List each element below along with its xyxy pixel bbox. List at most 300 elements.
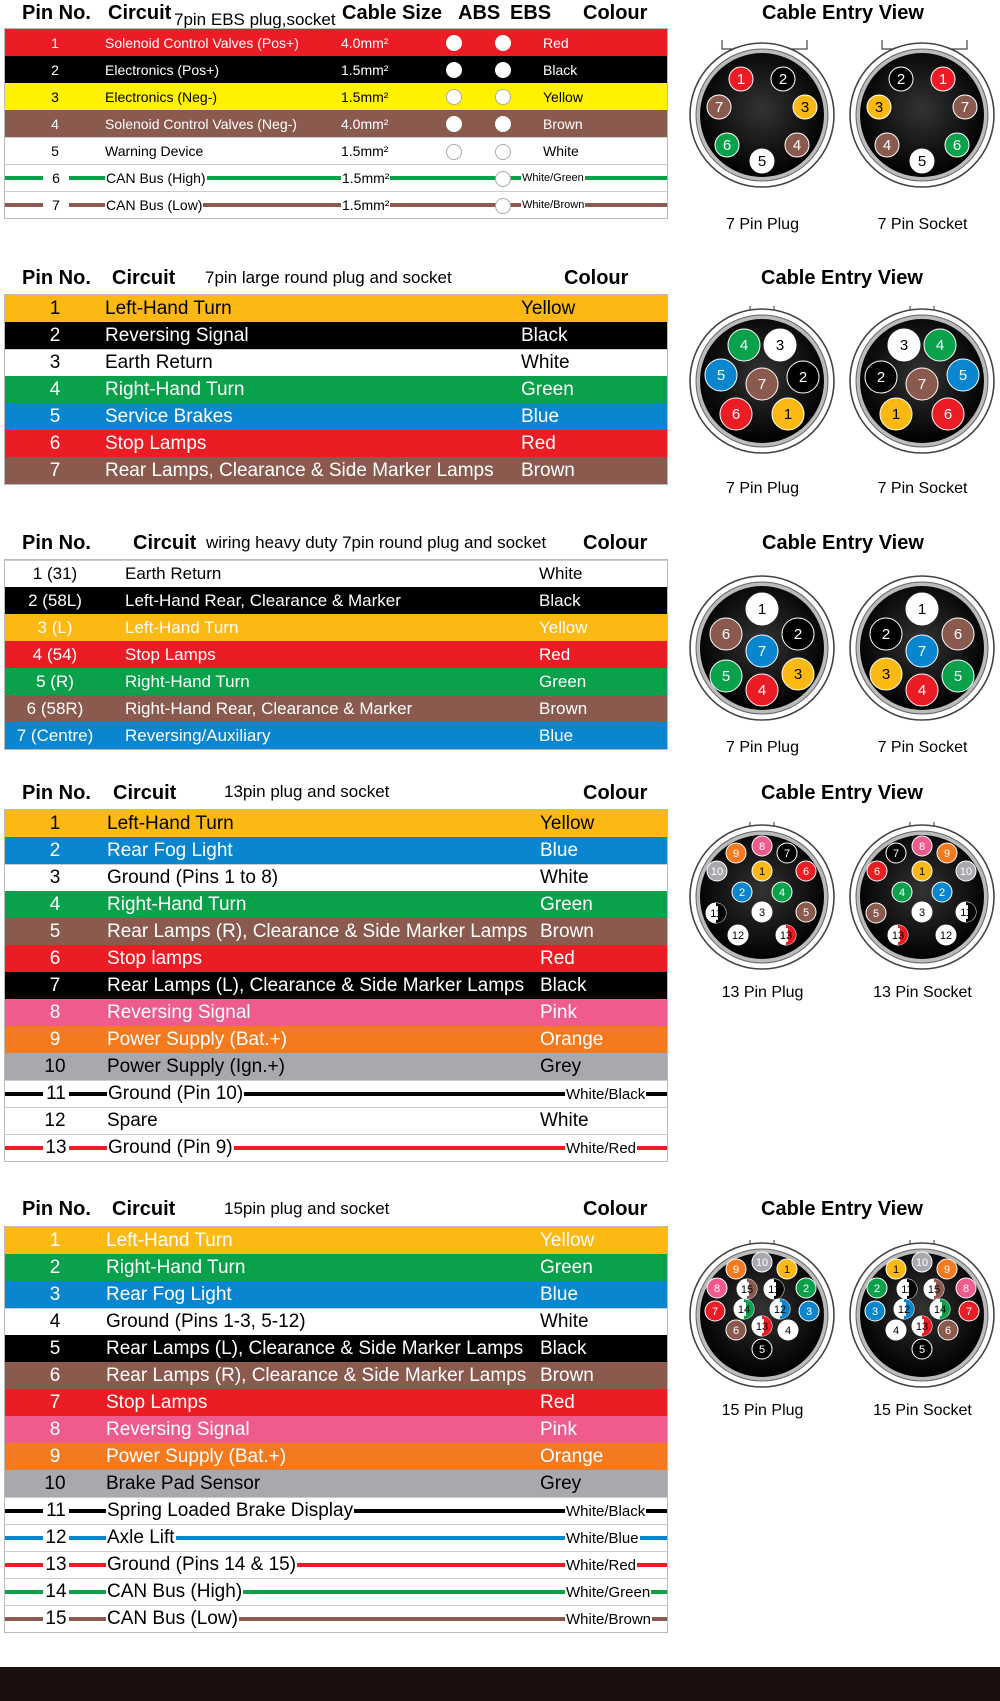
pin-number: 11 [43,1083,69,1105]
pin-label: 3 [871,1306,879,1318]
pin-label: 1 [938,71,948,88]
pin-label: 1 [783,1264,791,1276]
pin-label: 2 [896,71,906,88]
pin-label: 12 [897,1304,911,1316]
pin-label: 5 [958,367,968,384]
colour-header: Colour [564,267,629,289]
pin-label: 6 [952,137,962,154]
abs-indicator [446,35,462,51]
circuit-name: Ground (Pin 10) [108,1083,244,1104]
pin-label: 4 [792,137,802,154]
pin-1 [752,861,772,881]
cable-size: 1.5mm² [341,143,389,159]
pin-6 [942,618,974,650]
pin-row [5,137,667,164]
colour-header: Colour [583,2,648,24]
pin-7 [953,95,977,119]
pin-5 [796,902,816,922]
pin-number: 5 [51,143,59,159]
colour-name: Green [521,378,574,400]
pin-label: 6 [731,406,741,423]
pin-3 [865,1301,885,1321]
pin-row [5,322,667,349]
pin-1 [777,1259,797,1279]
pin-label: 8 [918,841,926,853]
circuit-name: Stop lamps [107,947,203,969]
pin-number: 1 [49,812,61,834]
pin-row [5,1080,667,1107]
pin-label: 1 [891,406,901,423]
heavy-duty-7pin-section [0,529,1000,769]
cable-size: 1.5mm² [341,61,389,78]
15pin-table [4,1226,668,1633]
circuit-name: Power Supply (Ign.+) [107,1055,285,1077]
circuit-name: Stop Lamps [105,432,207,454]
pin-5 [750,149,774,173]
ebs-pin-table [4,28,668,219]
abs-header: ABS [458,2,501,24]
colour-header: Colour [583,782,648,804]
pin-label: 10 [710,866,724,878]
plug-label: 13 Pin Plug [721,984,804,1001]
pin-3 [888,329,920,361]
pin-label: 6 [943,406,953,423]
pin-label: 2 [873,1283,881,1295]
colour-name: Yellow [540,1229,595,1251]
circuit-name: Solenoid Control Valves (Neg-) [105,115,297,132]
pin-number: 8 [49,1001,61,1023]
colour-name: Red [540,947,575,969]
colour-name: Black [539,590,581,610]
pin-7 [906,635,938,667]
pin-row [5,1416,667,1443]
pin-3 [752,902,772,922]
colour-name: Grey [540,1055,582,1077]
pin-row [5,1308,667,1335]
cable-entry-view-title: Cable Entry View [761,267,923,289]
pin-5 [705,359,737,391]
pin-number: 1 [49,1229,61,1251]
pin-label: 5 [953,668,963,685]
pin-10 [956,861,976,881]
pin-label: 2 [778,71,788,88]
pin-3 [912,902,932,922]
circuit-name: Right-Hand Rear, Clearance & Marker [125,698,413,718]
pin-row [5,110,667,137]
pin-row [5,349,667,376]
pin-13 [776,925,796,945]
pin-row [5,83,667,110]
large-round-connector-views [685,306,1000,506]
pin-label: 9 [732,1264,740,1276]
pin-1 [746,593,778,625]
pin-row [5,164,667,191]
colour-name: Blue [521,405,560,427]
pin-label: 9 [732,848,740,860]
pin-number: 3 [49,1283,61,1305]
plug-connector-diagram [685,573,840,733]
pin-number: 11 [43,1500,69,1522]
pin-1 [906,593,938,625]
colour-name: White [540,1110,589,1131]
pin-label: 5 [918,1344,926,1356]
pin-number: 2 [49,839,61,861]
pin-row [5,945,667,972]
circuit-name: Right-Hand Turn [106,1256,246,1278]
pin-number: 5 (R) [36,671,74,691]
colour-name: Orange [540,1445,604,1467]
pin-row [5,191,667,218]
pin-number: 6 [49,947,61,969]
circuit-name: Rear Lamps (L), Clearance & Side Marker Lamps [107,974,525,996]
pin-no-header: Pin No. [22,2,91,24]
colour-name: Brown [540,1364,594,1386]
pin-row [5,430,667,457]
ebs-indicator [495,116,511,132]
pin-4 [772,882,792,902]
plug-connector-diagram [685,822,840,982]
pin-label: 5 [872,908,880,920]
colour-header: Colour [583,1198,648,1220]
pin-2 [771,67,795,91]
13pin-connector-views [685,822,1000,1022]
pin-label: 5 [721,668,731,685]
circuit-name: Stop Lamps [125,644,216,664]
pin-14 [930,1299,950,1319]
pin-5 [910,149,934,173]
circuit-name: Brake Pad Sensor [106,1472,261,1494]
ebs-indicator [495,89,511,105]
pin-label: 12 [939,930,953,942]
pin-label: 5 [716,367,726,384]
pin-5 [942,660,974,692]
pin-label: 5 [757,153,767,170]
13pin-table [4,809,668,1162]
plug-connector [685,1240,840,1430]
pin-13 [912,1316,932,1336]
colour-name: Yellow [540,812,595,834]
pin-number: 4 [51,115,59,132]
pin-number: 9 [49,1028,61,1050]
circuit-name: Power Supply (Bat.+) [107,1028,288,1050]
circuit-header: Circuit [113,782,177,804]
circuit-name: Left-Hand Turn [105,297,232,319]
pin-6 [932,398,964,430]
pin-4 [924,329,956,361]
circuit-name: CAN Bus (High) [106,170,206,186]
ebs-7pin-section [0,0,1000,240]
colour-name: Grey [540,1472,582,1494]
pin-row [5,1389,667,1416]
pin-6 [945,133,969,157]
pin-1 [886,1259,906,1279]
pin-label: 1 [918,866,926,878]
pin-number: 5 [49,405,61,427]
circuit-name: Axle Lift [107,1527,175,1548]
socket-connector [845,40,1000,233]
colour-name: Black [540,1337,587,1359]
pin-label: 4 [739,337,749,354]
heavy-duty-pin-table [4,559,668,750]
circuit-header: Circuit [133,532,197,554]
pin-row [5,1470,667,1497]
pin-number: 7 [49,459,61,481]
section-title: 13pin plug and socket [224,782,390,801]
pin-5 [866,903,886,923]
pin-4 [906,674,938,706]
section-title: wiring heavy duty 7pin round plug and socket [206,533,547,552]
circuit-name: Rear Fog Light [107,839,233,861]
colour-name: Black [540,974,587,996]
colour-name: Brown [540,920,594,942]
pin-label: 5 [758,1344,766,1356]
colour-name: Blue [540,839,579,861]
circuit-name: Electronics (Pos+) [105,61,219,78]
plug-label: 7 Pin Plug [726,739,799,756]
circuit-name: Left-Hand Turn [107,812,234,834]
pin-label: 4 [935,337,945,354]
large-round-pin-table [4,294,668,485]
pin-label: 8 [962,1283,970,1295]
abs-indicator [446,89,462,105]
circuit-name: Reversing Signal [106,1418,250,1440]
plug-label: 7 Pin Plug [726,216,799,233]
pin-number: 7 (Centre) [16,725,94,745]
circuit-name: Left-Hand Rear, Clearance & Marker [125,590,401,610]
colour-name: White/Brown [566,1610,652,1628]
pin-number: 3 [49,867,61,888]
pin-4 [746,674,778,706]
circuit-header: Circuit [108,2,172,24]
plug-connector-diagram [685,306,840,466]
pin-row [5,614,667,641]
colour-name: White [543,143,579,159]
pin-7 [707,95,731,119]
circuit-header: Circuit [112,267,176,289]
pin-number: 10 [44,1055,66,1077]
pin-number: 5 [49,1337,61,1359]
colour-name: White/Green [522,172,584,184]
pin-row [5,1335,667,1362]
pin-label: 4 [898,887,906,899]
pin-no-header: Pin No. [22,782,91,804]
footer-bar [0,1667,1000,1701]
pin-3 [867,95,891,119]
pin-row [5,722,667,749]
colour-name: Yellow [543,88,583,105]
circuit-name: Rear Fog Light [106,1283,232,1305]
pin-number: 2 [49,1256,61,1278]
pin-5 [947,359,979,391]
abs-indicator [446,116,462,132]
pin-11 [764,1279,784,1299]
cable-entry-view-title: Cable Entry View [762,2,924,24]
pin-row [5,864,667,891]
pin-row [5,560,667,587]
pin-number: 6 [49,432,61,454]
pin-label: 11 [768,1284,780,1296]
pin-8 [912,836,932,856]
colour-name: White [521,352,570,373]
pin-label: 1 [757,601,767,618]
pin-label: 3 [800,99,810,116]
abs-indicator [446,62,462,78]
pin-9 [726,843,746,863]
colour-name: White [540,867,589,888]
socket-connector [845,822,1000,1012]
socket-label: 7 Pin Socket [877,216,968,233]
pin-label: 3 [775,337,785,354]
pin-1 [729,67,753,91]
pin-label: 11 [901,1284,913,1296]
pin-label: 13 [779,930,793,942]
pin-row [5,56,667,83]
pin-8 [752,836,772,856]
pin-row [5,457,667,484]
pin-15 [737,1279,757,1299]
cable-entry-view-title: Cable Entry View [762,532,924,554]
colour-name: Brown [539,698,588,718]
pin-row [5,1227,667,1254]
pin-row [5,1254,667,1281]
colour-name: White [539,564,583,583]
socket-label: 7 Pin Socket [877,480,968,497]
pin-row [5,1497,667,1524]
socket-connector-diagram [845,573,1000,733]
pin-10 [752,1252,772,1272]
pin-label: 4 [882,137,892,154]
circuit-name: Earth Return [105,352,213,373]
pin-number: 6 [43,170,69,186]
pin-14 [734,1299,754,1319]
pin-row [5,1026,667,1053]
pin-row [5,29,667,56]
pin-label: 6 [722,137,732,154]
ebs-indicator [495,35,511,51]
cable-entry-view-title: Cable Entry View [761,1198,923,1220]
pin-number: 4 [49,1311,61,1332]
pin-label: 6 [802,866,810,878]
ebs-indicator [495,198,511,214]
section-title: 7pin EBS plug,socket [174,10,336,29]
pin-label: 7 [892,848,900,860]
pin-label: 5 [802,907,810,919]
pin-label: 3 [874,99,884,116]
pin-12 [936,925,956,945]
socket-label: 7 Pin Socket [877,739,968,756]
pin-label: 6 [732,1325,740,1337]
circuit-name: Stop Lamps [106,1391,208,1413]
pin-label: 7 [960,99,970,116]
pin-2 [782,618,814,650]
pin-4 [728,329,760,361]
pin-row [5,1524,667,1551]
plug-connector [685,306,840,496]
pin-row [5,668,667,695]
pin-row [5,295,667,322]
circuit-name: Left-Hand Turn [106,1229,233,1251]
socket-label: 13 Pin Socket [873,984,972,1001]
colour-name: White/Black [566,1085,646,1103]
pin-number: 9 [49,1445,61,1467]
cable-size: 4.0mm² [341,115,389,132]
pin-8 [956,1278,976,1298]
circuit-name: Right-Hand Turn [105,378,245,400]
pin-label: 4 [892,1325,900,1337]
pin-5 [912,1339,932,1359]
pin-row [5,1281,667,1308]
pin-8 [707,1278,727,1298]
plug-connector [685,822,840,1012]
socket-connector-diagram [845,40,1000,200]
pin-6 [720,398,752,430]
pin-label: 11 [960,907,972,919]
pin-number: 1 [49,297,61,319]
pin-row [5,1053,667,1080]
pin-6 [796,861,816,881]
pin-label: 13 [755,1321,769,1333]
pin-4 [778,1320,798,1340]
pin-7 [886,843,906,863]
pin-number: 13 [43,1554,69,1576]
pin-number: 1 (31) [32,564,78,583]
ebs-indicator [495,171,511,187]
pin-label: 3 [899,337,909,354]
pin-11 [956,902,976,922]
cable-size: 1.5mm² [341,88,389,105]
pin-label: 13 [891,930,905,942]
pin-row [5,1551,667,1578]
plug-connector [685,573,840,763]
pin-label: 15 [740,1284,754,1296]
pin-label: 2 [876,369,886,386]
pin-number: 2 [51,61,59,78]
socket-connector-diagram [845,822,1000,982]
pin-label: 13 [915,1321,929,1333]
pin-label: 1 [892,1264,900,1276]
plug-connector [685,40,840,233]
circuit-name: Left-Hand Turn [125,617,239,637]
pin-7 [746,368,778,400]
pin-number: 14 [43,1581,69,1603]
pin-label: 10 [959,866,973,878]
pin-label: 6 [953,626,963,643]
pin-label: 12 [731,930,745,942]
pin-row [5,1605,667,1632]
circuit-name: Power Supply (Bat.+) [106,1445,287,1467]
circuit-name: Electronics (Neg-) [105,88,218,105]
15pin-section [0,1193,1000,1663]
pin-label: 6 [873,866,881,878]
pin-label: 14 [933,1304,947,1316]
section-title: 15pin plug and socket [224,1199,390,1218]
circuit-name: Reversing/Auxiliary [125,725,271,745]
colour-name: Brown [521,459,575,481]
pin-label: 15 [927,1284,941,1296]
pin-number: 3 [51,88,59,105]
colour-name: Yellow [521,297,576,319]
pin-number: 1 [51,34,59,51]
heavy-duty-connector-views [685,573,1000,773]
pin-row [5,1107,667,1134]
circuit-name: CAN Bus (High) [107,1581,243,1602]
circuit-name: Right-Hand Turn [107,893,247,915]
pin-label: 7 [757,643,767,660]
socket-connector [845,573,1000,763]
pin-label: 7 [783,848,791,860]
colour-name: Red [539,644,571,664]
pin-row [5,837,667,864]
